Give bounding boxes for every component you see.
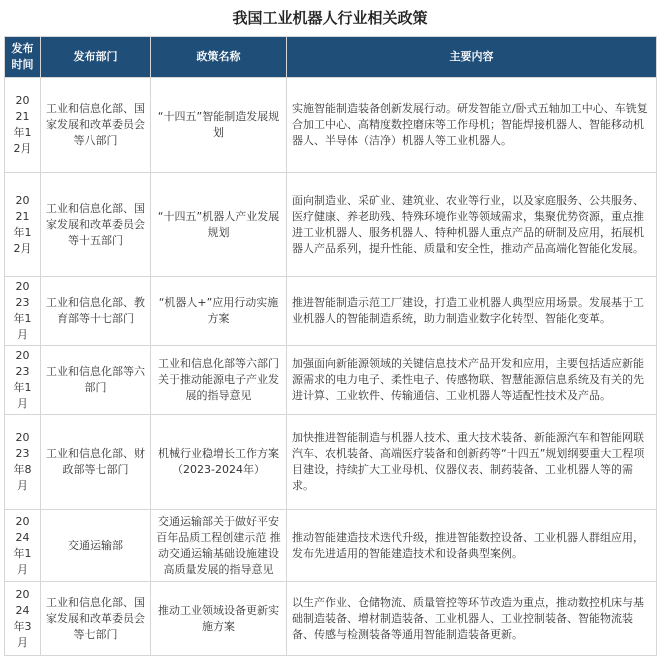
cell-date: 2024年3月 — [5, 582, 41, 656]
table-row — [5, 510, 657, 582]
cell-content: 以生产作业、仓储物流、质量管控等环节改造为重点，推动数控机床与基础制造装备、增材制造装备、工业机器人、工业控制装备、智能物流装备、传感与检测装备等通用智能制造装备更新。 — [287, 582, 657, 656]
cell-dept: 工业和信息化部、国家发展和改革委员会等七部门 — [41, 582, 151, 656]
cell-dept: 工业和信息化部、财政部等七部门 — [41, 415, 151, 510]
cell-name: “十四五”智能制造发展规划 — [151, 78, 287, 173]
cell-name: 推动工业领域设备更新实施方案 — [151, 582, 287, 656]
cell-dept: 工业和信息化部等六部门 — [41, 346, 151, 415]
cell-dept: 交通运输部 — [41, 510, 151, 582]
cell-content: 实施智能制造装备创新发展行动。研发智能立/卧式五轴加工中心、车铣复合加工中心、高精度数控磨床等工作母机；智能焊接机器人、智能移动机器人、半导体（洁净）机器人等工业机器人。 — [287, 78, 657, 173]
table-row — [5, 173, 657, 277]
cell-content: 面向制造业、采矿业、建筑业、农业等行业，以及家庭服务、公共服务、医疗健康、养老助残、特殊环境作业等领域需求，集聚优势资源，重点推进工业机器人、服务机器人、特种机器人重点产品的研制及应用，拓展机器人产品系列，提升性能、质量和安全性，推动产品高端化智能化发展。 — [287, 173, 657, 277]
cell-date: 2021年12月 — [5, 173, 41, 277]
cell-date: 2023年8月 — [5, 415, 41, 510]
table-row — [5, 78, 657, 173]
cell-name: 机械行业稳增长工作方案（2023-2024年） — [151, 415, 287, 510]
cell-content: 推动智能建造技术迭代升级，推进智能数控设备、工业机器人群组应用，发布先进适用的智能建造技术和设备典型案例。 — [287, 510, 657, 582]
cell-content: 加快推进智能制造与机器人技术、重大技术装备、新能源汽车和智能网联汽车、农机装备、高端医疗装备和创新药等“十四五”规划纲要重大工程项目建设，持续扩大工业母机、仪器仪表、制药装备、工业机器人等的需求。 — [287, 415, 657, 510]
cell-date: 2021年12月 — [5, 78, 41, 173]
cell-date: 2024年1月 — [5, 510, 41, 582]
header-dept: 发布部门 — [41, 37, 151, 78]
cell-name: 交通运输部关于做好平安百年品质工程创建示范 推动交通运输基础设施建设高质量发展的指导意见 — [151, 510, 287, 582]
cell-dept: 工业和信息化部、国家发展和改革委员会等十五部门 — [41, 173, 151, 277]
cell-dept: 工业和信息化部、国家发展和改革委员会等八部门 — [41, 78, 151, 173]
cell-name: 工业和信息化部等六部门关于推动能源电子产业发展的指导意见 — [151, 346, 287, 415]
table-row — [5, 582, 657, 656]
cell-content: 推进智能制造示范工厂建设，打造工业机器人典型应用场景。发展基于工业机器人的智能制造系统，助力制造业数字化转型、智能化变革。 — [287, 277, 657, 346]
table-row — [5, 415, 657, 510]
header-name: 政策名称 — [151, 37, 287, 78]
policy-table — [4, 36, 657, 656]
page-title: 我国工业机器人行业相关政策 — [232, 9, 428, 27]
table-row — [5, 346, 657, 415]
header-date: 发布时间 — [5, 37, 41, 78]
table-row — [5, 277, 657, 346]
cell-name: “机器人+”应用行动实施方案 — [151, 277, 287, 346]
cell-date: 2023年1月 — [5, 346, 41, 415]
cell-date: 2023年1月 — [5, 277, 41, 346]
cell-content: 加强面向新能源领域的关键信息技术产品开发和应用，主要包括适应新能源需求的电力电子、柔性电子、传感物联、智慧能源信息系统及有关的先进计算、工业软件、传输通信、工业机器人等适配性技术及产品。 — [287, 346, 657, 415]
cell-dept: 工业和信息化部、教育部等十七部门 — [41, 277, 151, 346]
cell-name: “十四五”机器人产业发展规划 — [151, 173, 287, 277]
header-content: 主要内容 — [287, 37, 657, 78]
table-header-row — [5, 37, 657, 78]
